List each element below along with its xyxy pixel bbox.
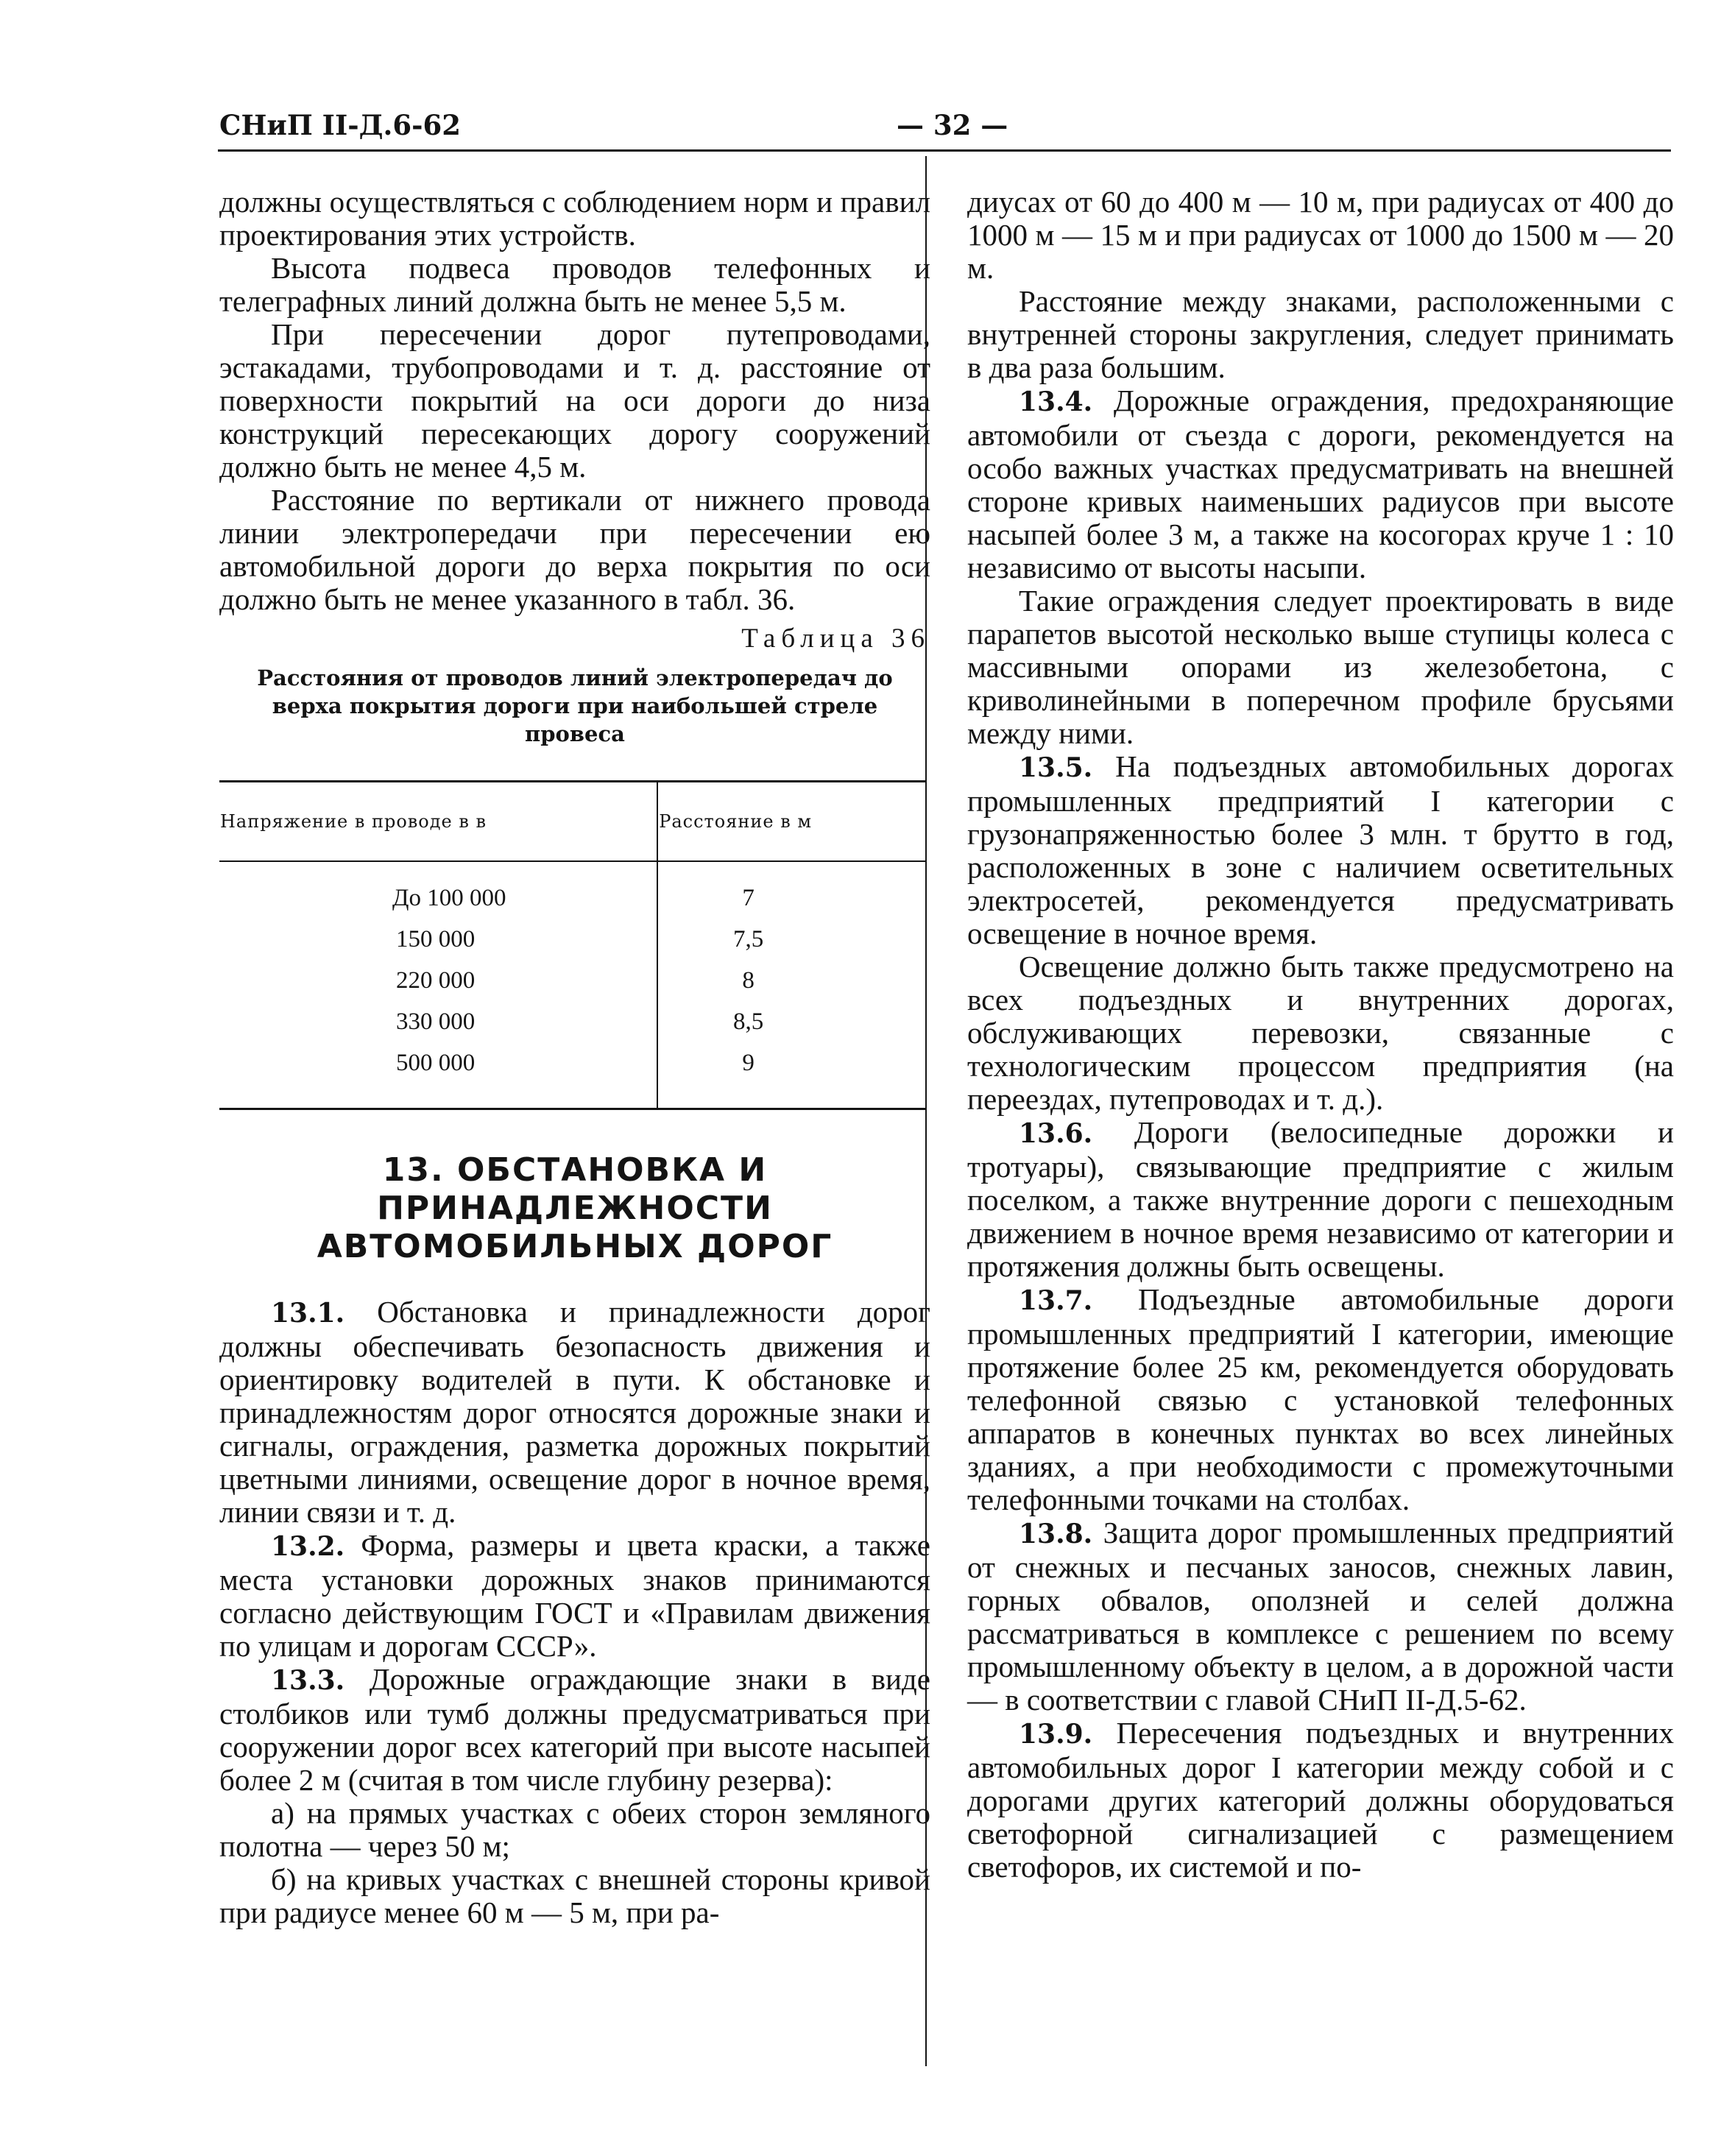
clause-13-3 bbox=[219, 1663, 930, 1797]
table-row bbox=[219, 861, 926, 919]
clause-13-6 bbox=[967, 1116, 1674, 1283]
clause-number: 13.5. bbox=[1019, 752, 1093, 783]
table-header-distance: Расстояние в м bbox=[657, 782, 926, 862]
clause-13-8 bbox=[967, 1516, 1674, 1717]
table-cell-distance: 7,5 bbox=[732, 925, 764, 952]
clause-number: 13.9. bbox=[1019, 1719, 1093, 1750]
clause-text: Пересечения подъездных и внутренних автомобильных дорог I категории между собой и с дорогами других категорий должны оборудоваться светофорной сигнализацией с размещением светофоров, их системой и по- bbox=[967, 1716, 1674, 1884]
table-row bbox=[219, 960, 926, 1001]
table-cell-voltage: До 100 000 bbox=[219, 861, 657, 919]
paragraph: должны осуществляться с соблюдением норм и правил проектирования этих устройств. bbox=[219, 185, 930, 252]
clause-13-4 bbox=[967, 384, 1674, 584]
clause-number: 13.6. bbox=[1019, 1118, 1093, 1149]
paragraph: Расстояние по вертикали от нижнего провода линии электропередачи при пересечении ею автомобильной дороги до верха покрытия по оси должно быть не менее указанного в табл. 36. bbox=[219, 483, 930, 616]
paragraph: Расстояние между знаками, расположенными с внутренней стороны закругления, следует принимать в два раза большим. bbox=[967, 284, 1674, 384]
list-item: а) на прямых участках с обеих сторон земляного полотна — через 50 м; bbox=[219, 1796, 930, 1863]
page-number: — 32 — bbox=[897, 109, 1008, 141]
clause-13-2 bbox=[219, 1529, 930, 1663]
clause-text: Дорожные ограждающие знаки в виде столбиков или тумб должны предусматриваться при сооружении дорог всех категорий при высоте насыпей более 2 м (считая в том числе глубину резерва): bbox=[219, 1662, 930, 1797]
table-header-voltage: Напряжение в проводе в в bbox=[219, 782, 657, 862]
left-column bbox=[219, 185, 930, 1929]
table-cell-voltage: 150 000 bbox=[219, 919, 657, 960]
table-cell-voltage: 330 000 bbox=[219, 1001, 657, 1042]
clause-text: Защита дорог промышленных предприятий от снежных и песчаных заносов, снежных лавин, горных обвалов, оползней и селей должна рассматриваться в комплексе с решением по всему промышленному объекту в целом, а в дорожной части — в соответствии с главой СНиП II-Д.5-62. bbox=[967, 1516, 1674, 1717]
clause-text: Дороги (велосипедные дорожки и тротуары), связывающие предприятие с жилым поселком, а также внутренние дороги с пешеходным движением в ночное время независимо от категории и протяжения должны быть освещены. bbox=[967, 1115, 1674, 1283]
table-cell-distance: 7 bbox=[742, 884, 755, 911]
table-caption: Расстояния от проводов линий электропередач до верха покрытия дороги при наибольшей стреле провеса bbox=[257, 665, 893, 746]
table-cell-voltage: 500 000 bbox=[219, 1042, 657, 1109]
page-header bbox=[219, 109, 1669, 150]
right-column bbox=[967, 185, 1674, 1884]
clause-text: Обстановка и принадлежности дорог должны обеспечивать безопасность движения и ориентировку водителей в пути. К обстановке и принадлежностям дорог относятся дорожные знаки и сигналы, ограждения, разметка дорожных покрытий цветными линиями, освещение дорог в ночное время, линии связи и т. д. bbox=[219, 1295, 930, 1529]
clause-13-1 bbox=[219, 1296, 930, 1529]
table-label: Таблица 36 bbox=[741, 623, 930, 654]
paragraph: При пересечении дорог путепроводами, эстакадами, трубопроводами и т. д. расстояние от поверхности покрытий на оси дороги до низа конструкций пересекающих дорогу сооружений должно быть не менее 4,5 м. bbox=[219, 317, 930, 484]
document-code: СНиП II-Д.6-62 bbox=[219, 109, 462, 141]
clause-text: Форма, размеры и цвета краски, а также места установки дорожных знаков принимаются согласно действующим ГОСТ и «Правилам движения по улицам и дорогам СССР». bbox=[219, 1528, 930, 1663]
clause-text: Дорожные ограждения, предохраняющие автомобили от съезда с дороги, рекомендуется на особо важных участках предусматривать на внешней стороне кривых наименьших радиусов при высоте насыпей более 3 м, а также на косогорах круче 1 : 10 независимо от высоты насыпи. bbox=[967, 384, 1674, 584]
clause-number: 13.3. bbox=[271, 1665, 345, 1696]
table-row bbox=[219, 1001, 926, 1042]
paragraph: Такие ограждения следует проектировать в виде парапетов высотой несколько выше ступицы колеса с массивными опорами из железобетона, с криволинейными в поперечном профиле брусьями между ними. bbox=[967, 584, 1674, 750]
clause-number: 13.8. bbox=[1019, 1519, 1093, 1549]
clause-text: На подъездных автомобильных дорогах промышленных предприятий I категории с грузонапряженностью более 3 млн. т брутто в год, расположенных в зоне с наличием осветительных электросетей, рекомендуется предусматривать освещение в ночное время. bbox=[967, 749, 1674, 950]
clause-number: 13.1. bbox=[271, 1298, 345, 1329]
clause-number: 13.7. bbox=[1019, 1285, 1093, 1316]
list-item: б) на кривых участках с внешней стороны кривой при радиусе менее 60 м — 5 м, при ра- bbox=[219, 1862, 930, 1929]
clause-number: 13.2. bbox=[271, 1531, 345, 1562]
section-title: 13. ОБСТАНОВКА И ПРИНАДЛЕЖНОСТИ АВТОМОБИЛЬНЫХ ДОРОГ bbox=[317, 1151, 833, 1265]
table-row bbox=[219, 1042, 926, 1109]
clause-number: 13.4. bbox=[1019, 386, 1093, 417]
table-cell-voltage: 220 000 bbox=[219, 960, 657, 1001]
clause-13-7 bbox=[967, 1283, 1674, 1516]
header-rule bbox=[218, 149, 1671, 152]
paragraph: Высота подвеса проводов телефонных и телеграфных линий должна быть не менее 5,5 м. bbox=[219, 251, 930, 318]
voltage-distance-table bbox=[219, 780, 926, 1110]
table-cell-distance: 8 bbox=[742, 966, 755, 994]
table-cell-distance: 9 bbox=[742, 1049, 755, 1076]
clause-13-9 bbox=[967, 1717, 1674, 1884]
clause-13-5 bbox=[967, 750, 1674, 950]
paragraph: диусах от 60 до 400 м — 10 м, при радиусах от 400 до 1000 м — 15 м и при радиусах от 1000 до 1500 м — 20 м. bbox=[967, 185, 1674, 285]
table-row bbox=[219, 919, 926, 960]
paragraph: Освещение должно быть также предусмотрено на всех подъездных и внутренних дорогах, обслуживающих перевозки, связанные с технологическим процессом предприятия (на переездах, путепроводах и т. д.). bbox=[967, 950, 1674, 1116]
table-cell-distance: 8,5 bbox=[732, 1008, 764, 1035]
clause-text: Подъездные автомобильные дороги промышленных предприятий I категории, имеющие протяжение более 25 км, рекомендуется оборудовать телефонной связью с установкой телефонных аппаратов в конечных пунктах во всех линейных зданиях, а при необходимости с промежуточными телефонными точками на столбах. bbox=[967, 1282, 1674, 1516]
table-header-row bbox=[219, 782, 926, 862]
